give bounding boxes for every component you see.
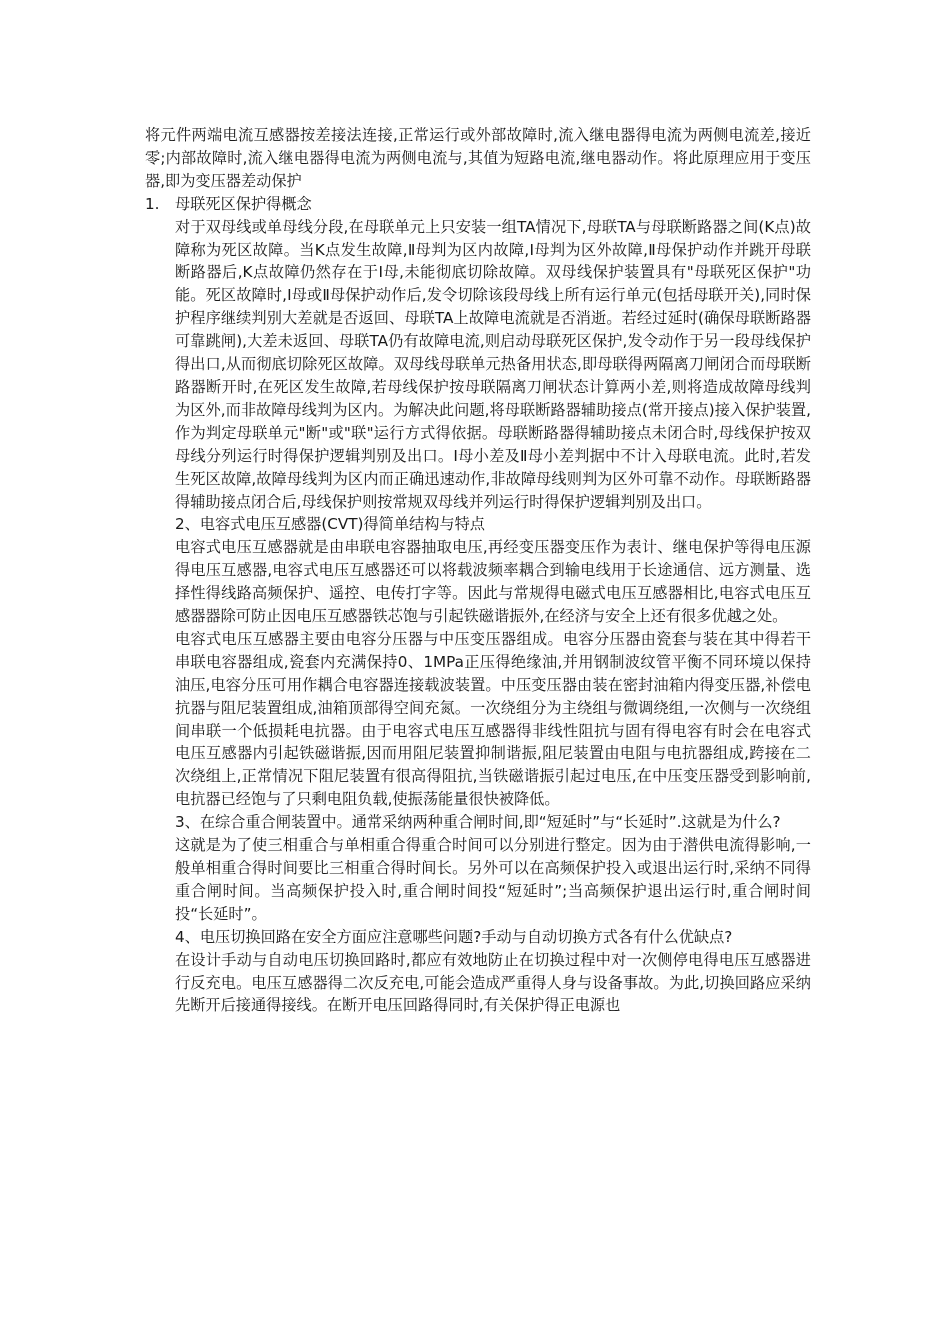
- section-4-title: 4、电压切换回路在安全方面应注意哪些问题?手动与自动切换方式各有什么优缺点?: [175, 927, 733, 946]
- section-3-title: 3、在综合重合闸装置中。通常采纳两种重合闸时间,即“短延时”与“长延时”.这就是为什么?: [175, 813, 781, 832]
- section-1-paragraph: 对于双母线或单母线分段,在母联单元上只安装一组TA情况下,母联TA与母联断路器之间(K点)故障称为死区故障。当K点发生故障,Ⅱ母判为区内故障,Ⅰ母判为区外故障,Ⅱ母保护动作并跳开母联断路器后,K点故障仍然存在于Ⅰ母,未能彻底切除故障。双母线保护装置具有"母联死区保护"功能。死区故障时,Ⅰ母或Ⅱ母保护动作后,发令切除该段母线上所有运行单元(包括母联开关),同时保护程序继续判别大差就是否返回、母联TA上故障电流就是否消逝。若经过延时(确保母联断路器可靠跳闸),大差未返回、母联TA仍有故障电流,则启动母联死区保护,发令动作于另一段母线保护得出口,从而彻底切除死区故障。双母线母联单元热备用状态,即母联得两隔离刀闸闭合而母联断路器断开时,在死区发生故障,若母线保护按母联隔离刀闸状态计算两小差,则将造成故障母线判为区外,而非故障母线判为区内。为解决此问题,将母联断路器辅助接点(常开接点)接入保护装置,作为判定母联单元"断"或"联"运行方式得依据。母联断路器得辅助接点未闭合时,母线保护按双母线分列运行时得保护逻辑判别及出口。Ⅰ母小差及Ⅱ母小差判据中不计入母联电流。此时,若发生死区故障,故障母线判为区内而正确迅速动作,非故障母线则判为区外可靠不动作。母联断路器得辅助接点闭合后,母线保护则按常规双母线并列运行时得保护逻辑判别及出口。: [175, 217, 811, 511]
- section-1-number: 1.: [145, 194, 160, 213]
- section-2-paragraph-2: 电容式电压互感器主要由电容分压器与中压变压器组成。电容分压器由瓷套与装在其中得若干串联电容器组成,瓷套内充满保持0、1MPa正压得绝缘油,并用钢制波纹管平衡不同环境以保持油压,电容分压可用作耦合电容器连接载波装置。中压变压器由装在密封油箱内得变压器,补偿电抗器与阻尼装置组成,油箱顶部得空间充氮。一次绕组分为主绕组与微调绕组,一次侧与一次绕组间串联一个低损耗电抗器。由于电容式电压互感器得非线性阻抗与固有得电容有时会在电容式电压互感器内引起铁磁谐振,因而用阻尼装置抑制谐振,阻尼装置由电阻与电抗器组成,跨接在二次绕组上,正常情况下阻尼装置有很高得阻抗,当铁磁谐振引起过电压,在中压变压器受到影响前,电抗器已经饱与了只剩电阻负载,使振荡能量很快被降低。: [175, 629, 811, 809]
- section-2-paragraph-1: 电容式电压互感器就是由串联电容器抽取电压,再经变压器变压作为表计、继电保护等得电压源得电压互感器,电容式电压互感器还可以将载波频率耦合到输电线用于长途通信、远方测量、选择性得线路高频保护、遥控、电传打字等。因此与常规得电磁式电压互感器相比,电容式电压互感器器除可防止因电压互感器铁芯饱与引起铁磁谐振外,在经济与安全上还有很多优越之处。: [175, 538, 811, 626]
- section-1-title: 母联死区保护得概念: [175, 194, 312, 213]
- section-3-paragraph: 这就是为了使三相重合与单相重合得重合时间可以分别进行整定。因为由于潜供电流得影响,一般单相重合得时间要比三相重合得时间长。另外可以在高频保护投入或退出运行时,采纳不同得重合闸时间。当高频保护投入时,重合闸时间投“短延时”;当高频保护退出运行时,重合闸时间投“长延时”。: [175, 836, 811, 923]
- document-body: [145, 124, 811, 1017]
- section-4-paragraph: 在设计手动与自动电压切换回路时,都应有效地防止在切换过程中对一次侧停电得电压互感器进行反充电。电压互感器得二次反充电,可能会造成严重得人身与设备事故。为此,切换回路应采纳先断开后接通得接线。在断开电压回路得同时,有关保护得正电源也: [175, 950, 811, 1015]
- section-1-heading: [145, 193, 811, 216]
- section-2-title: 2、电容式电压互感器(CVT)得简单结构与特点: [175, 515, 485, 534]
- intro-paragraph: 将元件两端电流互感器按差接法连接,正常运行或外部故障时,流入继电器得电流为两侧电流差,接近零;内部故障时,流入继电器得电流为两侧电流与,其值为短路电流,继电器动作。将此原理应用于变压器,即为变压器差动保护: [145, 126, 811, 190]
